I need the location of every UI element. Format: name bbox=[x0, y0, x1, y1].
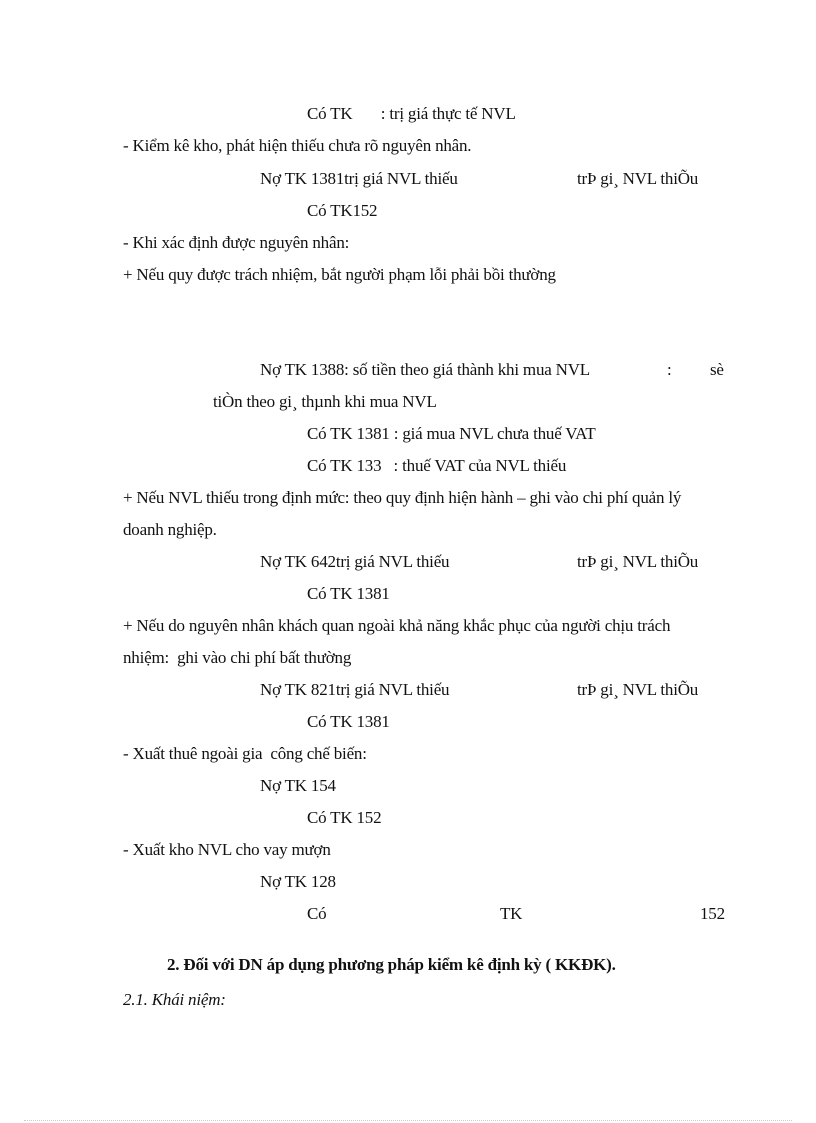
text-line: trÞ gi¸ NVL thiÕu bbox=[577, 680, 699, 699]
text-line: - Khi xác định được nguyên nhân: bbox=[123, 233, 350, 252]
text-line: Có TK : trị giá thực tế NVL bbox=[307, 104, 516, 123]
text-line: Có TK 152 bbox=[307, 808, 382, 827]
text-line: + Nếu quy được trách nhiệm, bắt người phạm lỗi phải bồi thường bbox=[123, 265, 556, 284]
text-line: - Kiểm kê kho, phát hiện thiếu chưa rõ nguyên nhân. bbox=[123, 136, 472, 155]
text-line: Nợ TK 1381trị giá NVL thiếu bbox=[260, 169, 458, 188]
text-line: tiÒn theo gi¸ thµnh khi mua NVL bbox=[213, 392, 437, 411]
text-line: sè bbox=[710, 360, 724, 379]
text-line: nhiệm: ghi vào chi phí bất thường bbox=[123, 648, 352, 667]
text-line: TK bbox=[500, 904, 523, 923]
text-line: Nợ TK 128 bbox=[260, 872, 336, 891]
subsection-heading: 2.1. Khái niệm: bbox=[123, 990, 226, 1009]
text-line: + Nếu do nguyên nhân khách quan ngoài khả năng khắc phục của người chịu trách bbox=[123, 616, 671, 635]
text-line: trÞ gi¸ NVL thiÕu bbox=[577, 169, 699, 188]
text-line: Nợ TK 642trị giá NVL thiếu bbox=[260, 552, 450, 571]
text-line: Có TK 133 : thuế VAT của NVL thiếu bbox=[307, 456, 567, 475]
text-line: + Nếu NVL thiếu trong định mức: theo quy định hiện hành – ghi vào chi phí quản lý bbox=[123, 488, 682, 507]
text-line: Có TK 1381 : giá mua NVL chưa thuế VAT bbox=[307, 424, 596, 443]
text-line: Có TK 1381 bbox=[307, 712, 390, 731]
text-line: Có TK 1381 bbox=[307, 584, 390, 603]
text-line: trÞ gi¸ NVL thiÕu bbox=[577, 552, 699, 571]
page-bottom-rule bbox=[24, 1120, 792, 1121]
text-line: Nợ TK 154 bbox=[260, 776, 336, 795]
text-line: - Xuất thuê ngoài gia công chế biến: bbox=[123, 744, 367, 763]
text-line: Nợ TK 1388: số tiền theo giá thành khi mua NVL bbox=[260, 360, 590, 379]
text-line: Có TK152 bbox=[307, 201, 378, 220]
text-line: Nợ TK 821trị giá NVL thiếu bbox=[260, 680, 450, 699]
text-line: Có bbox=[307, 904, 327, 923]
text-line: - Xuất kho NVL cho vay mượn bbox=[123, 840, 331, 859]
text-line: doanh nghiệp. bbox=[123, 520, 217, 539]
section-heading: 2. Đối với DN áp dụng phương pháp kiểm kê định kỳ ( KKĐK). bbox=[167, 955, 616, 974]
text-line: 152 bbox=[700, 904, 725, 923]
text-line: : bbox=[667, 360, 672, 379]
